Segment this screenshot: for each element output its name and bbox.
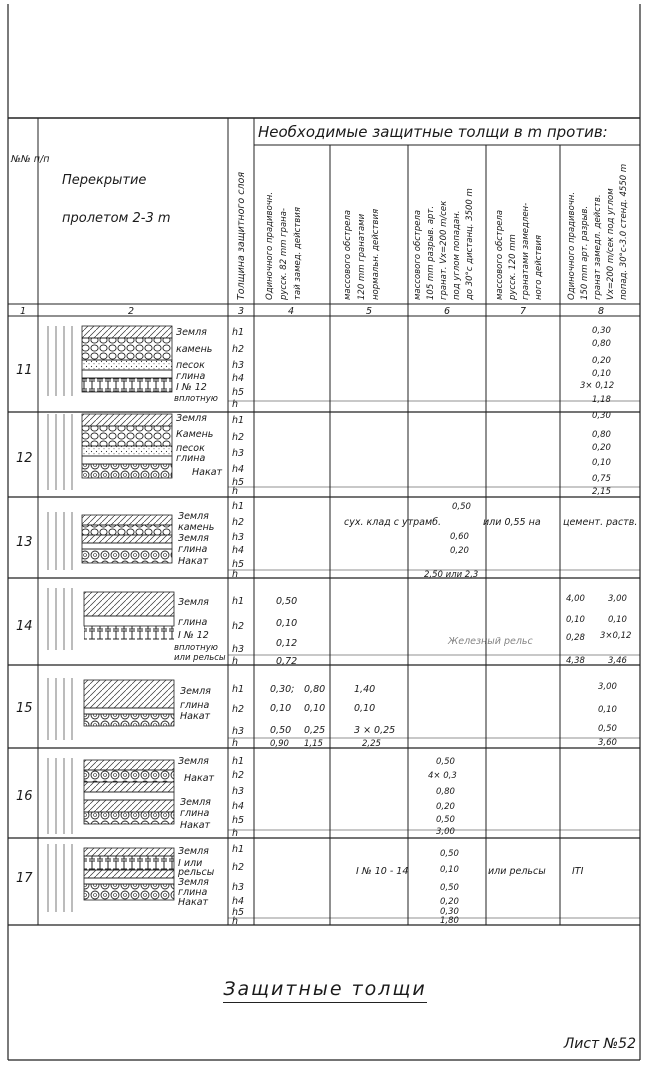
h-label: h1 [232,501,245,512]
col4b-values [304,684,325,749]
value-cell: 0,10 [566,615,585,625]
h-label: h1 [232,844,245,855]
col-number-3: 3 [238,306,245,317]
layer-diagram [48,512,172,570]
h-label: h4 [232,801,245,812]
layer-diagram [48,588,174,650]
layer-diagram [48,844,174,912]
layer-name: глина [180,808,210,819]
layer-h-labels [232,415,244,497]
layer-name: вплотную [174,394,218,404]
layer-h-labels [232,756,244,839]
h-label: h [232,399,239,410]
layer-name: Камень [176,429,214,440]
layer-name: I или [178,858,203,869]
col4-label-line3: тай замед. действия [293,207,303,300]
col8-label-line5: попад. 30°с-3.0 стенд. 4550 m [619,163,629,300]
col-number-6: 6 [444,306,451,317]
layer-h-labels [232,501,244,580]
value-cell: 4,38 [566,656,585,666]
col1-label: №№ п/п [11,154,50,165]
layer-name: песок [176,443,205,454]
col7-label-line3: гранатами замедлен- [521,202,531,300]
h-label: h1 [232,596,245,607]
col5-label-line3: нормальн. действия [371,208,381,300]
h-label: h2 [232,862,245,873]
table-row [16,844,640,927]
footer-title-text: Защитные толщи [223,978,426,1003]
layer-name: глина [178,887,208,898]
value-cell: 4,00 [566,594,585,604]
sheet-number: Лист №52 [563,1036,636,1052]
h-label: h2 [232,517,245,528]
rail-note: или рельсы [488,866,546,877]
col6-label-line4: под углом попадан. [452,210,462,300]
value-cell: 0,50 [270,725,292,736]
layer-name: Земля [176,413,207,424]
span-note: или 0,55 на [483,517,541,528]
col7-label-line4: ного действия [534,234,544,300]
layer-name: песок [176,360,205,371]
row-number: 12 [16,451,33,466]
layer-names [176,413,223,478]
h-label: h4 [232,373,245,384]
layer-name: глина [180,700,210,711]
col8a-values [566,594,586,666]
value-cell: 0,12 [276,638,298,649]
layer-diagram [48,326,172,396]
h-label: h [232,656,239,667]
row-number: 13 [16,535,33,550]
col4-label [265,192,303,301]
h-label: h4 [232,545,245,556]
col-number-8: 8 [598,306,605,317]
footer-title [0,978,650,1000]
value-cell: 0,60 [450,532,469,542]
value-cell: 0,25 [304,725,326,736]
value-cell: 3,00 [436,827,455,837]
value-cell: 0,20 [592,356,611,366]
value-cell: 3,00 [608,594,627,604]
layer-name: Накат [184,773,215,784]
layer-diagram [48,758,174,834]
value-cell: 2,50 или 2,3 [424,570,479,580]
h-label: h3 [232,360,245,371]
layer-name: Накат [192,467,223,478]
col7-label-line2: русск. 120 mm [508,234,518,300]
row-number: 17 [16,871,33,886]
value-cell: 0,50 [598,724,617,734]
col-number-2: 2 [128,306,135,317]
value-cell: 3,60 [598,738,617,748]
value-cell: 0,20 [450,546,469,556]
layer-h-labels [232,844,244,927]
layer-name: Накат [178,556,209,567]
value-cell: 3,46 [608,656,627,666]
value-cell: 3×0,12 [600,631,632,641]
col4a-values [270,684,294,749]
layer-name: Земля [178,846,209,857]
layer-diagram [48,678,174,740]
value-cell: 0,75 [592,474,611,484]
value-cell: 3,00 [598,682,617,692]
layer-names [178,756,215,831]
layer-name: Накат [180,820,211,831]
value-cell: 0,70 [452,516,471,526]
layer-name: Накат [180,711,211,722]
value-cell: 0,50 [440,849,459,859]
beam-note: I № 10 - 14 [356,866,409,877]
h-label: h5 [232,387,245,398]
layer-name: Земля [178,511,209,522]
row-number: 15 [16,701,33,716]
col6-label-line3: гранат. Vx=200 m/сек [439,200,449,300]
layer-diagram [48,414,172,490]
h-label: h [232,828,239,839]
col-number-7: 7 [520,306,527,317]
col-number-5: 5 [366,306,373,317]
layer-h-labels [232,684,244,749]
col8-label-line2: 150 mm арт. разрыв. [580,205,590,300]
col5-label [343,209,381,300]
layer-names [177,846,215,908]
layer-name: I № 12 [176,382,207,393]
value-cell: 0,50 [436,757,455,767]
col5-label-line1: массового обстрела [343,209,353,300]
col6-label-line5: до 30°с дистанц. 3500 m [465,188,475,300]
h-label: h [232,486,239,497]
h-label: h2 [232,344,245,355]
rail-note: Железный рельс [448,636,533,647]
col8-label [567,164,629,300]
value-cell: 2,15 [592,487,611,497]
col4-label-line1: Одиночного прадивочн. [265,191,275,300]
value-cell: 0,20 [440,897,459,907]
col3-label: Толщина защитного слоя [236,171,247,300]
col6-values [424,502,478,580]
value-cell: 0,80 [304,684,326,695]
h-label: h5 [232,559,245,570]
h-label: h3 [232,786,245,797]
layer-name: или рельсы [174,653,226,663]
value-cell: 0,10 [304,703,326,714]
value-cell: 0,10 [354,703,376,714]
col7-label-line1: массового обстрела [495,209,505,300]
layer-name: Земля [180,797,211,808]
value-cell: 0,10 [592,458,611,468]
h-label: h1 [232,756,245,767]
h-label: h1 [232,327,245,338]
layer-names [174,597,226,663]
h-label: h2 [232,770,245,781]
h-label: h3 [232,644,245,655]
value-cell: 0,20 [436,802,455,812]
layer-name: Земля [178,533,209,544]
h-label: h1 [232,684,245,695]
column-numbers [20,306,604,317]
value-cell: 0,80 [592,339,611,349]
value-cell: 1,15 [304,739,323,749]
value-cell: 0,30 [440,907,459,917]
h-label: h5 [232,907,245,918]
h-label: h4 [232,464,245,475]
h-label: h [232,738,239,749]
col5-values [354,684,395,749]
value-cell: 0,50 [452,502,471,512]
main-title: Необходимые защитные толщи в m против: [258,123,608,141]
col6-label-line1: массового обстрела [413,209,423,300]
value-cell: 0,10 [592,369,611,379]
h-label: h [232,916,239,927]
col2-label-line2: пролетом 2-3 m [62,211,171,226]
value-cell: 0,30 [592,326,611,336]
h-label: h5 [232,477,245,488]
col-number-1: 1 [20,306,27,317]
h-label: h2 [232,432,245,443]
h-label: h4 [232,896,245,907]
layer-name: Земля [178,597,209,608]
col8-values [592,411,611,497]
layer-name: вплотную [174,643,218,653]
value-cell: 2,25 [362,739,381,749]
h-label: h3 [232,448,245,459]
layer-name: Земля [176,327,207,338]
span-note: цемент. раств. [563,517,638,528]
value-cell: 0,80 [592,430,611,440]
row-number: 11 [16,363,33,378]
col6-values [428,757,457,837]
col8-label-line3: гранат замедл. действ. [593,194,603,300]
layer-name: Накат [178,897,209,908]
h-label: h2 [232,621,245,632]
value-cell: 1,80 [440,916,459,926]
col8-label-line4: Vx=200 m/сек под углом [606,188,616,300]
col8-values [580,326,614,405]
layer-h-labels [232,327,244,410]
col6-values [440,849,459,926]
table-row [16,326,640,410]
value-cell: 0,50 [276,596,298,607]
col2-label-line1: Перекрытие [62,173,147,188]
layer-name: рельсы [178,867,215,878]
h-label: h3 [232,726,245,737]
value-cell: 0,10 [598,705,617,715]
h-label: h5 [232,815,245,826]
col8-label-line1: Одиночного прадивочн. [567,191,577,300]
layer-name: камень [178,522,215,533]
layer-names [174,327,218,404]
h-label: h [232,569,239,580]
value-cell: 4× 0,3 [428,771,457,781]
col6-label-line2: 105 mm разрыв. арт. [426,205,436,300]
col8-values [598,682,617,748]
layer-name: глина [176,453,206,464]
value-cell: 0,28 [566,633,585,643]
row-number: 14 [16,619,33,634]
h-label: h3 [232,532,245,543]
h-label: h2 [232,704,245,715]
layer-name: камень [176,344,213,355]
col-number-4: 4 [288,306,295,317]
value-cell: 1,18 [592,395,611,405]
layer-names [178,511,214,567]
layer-name: глина [178,617,208,628]
col6-label [413,188,475,301]
value-cell: 0,30; [270,684,295,695]
value-cell: 0,80 [436,787,455,797]
value-cell: 0,90 [270,739,289,749]
value-cell: 0,10 [276,618,298,629]
value-cell: 0,10 [270,703,292,714]
layer-name: Земля [178,877,209,888]
layer-name: Земля [178,756,209,767]
value-cell: 0,50 [440,883,459,893]
h-label: h3 [232,882,245,893]
layer-names [180,686,211,722]
beam-symbol: ΙΤΙ [572,866,584,877]
table-row [16,678,640,749]
table-row [16,501,640,580]
col7-label [495,203,544,301]
layer-h-labels [232,596,244,667]
layer-name: Земля [180,686,211,697]
col5-label-line2: 120 mm гранатами [357,213,367,300]
col4-label-line2: русск. 82 mm грана- [279,208,289,300]
h-label: h1 [232,415,245,426]
table-row [16,588,640,667]
value-cell: 0,10 [608,615,627,625]
layer-name: I № 12 [178,630,209,641]
value-cell: 1,40 [354,684,376,695]
table-row [16,756,640,839]
value-cell: 0,72 [276,656,298,667]
layer-name: глина [176,371,206,382]
col4-values [276,596,297,667]
value-cell: 0,20 [592,443,611,453]
table-row [16,411,640,497]
row-number: 16 [16,789,33,804]
layer-name: глина [178,544,208,555]
span-note: сух. клад с утрамб. [344,517,442,528]
value-cell: 3 × 0,25 [354,725,396,736]
value-cell: 0,50 [436,815,455,825]
value-cell: 0,30 [592,411,611,421]
value-cell: 0,10 [440,865,459,875]
value-cell: 3× 0,12 [580,381,615,391]
